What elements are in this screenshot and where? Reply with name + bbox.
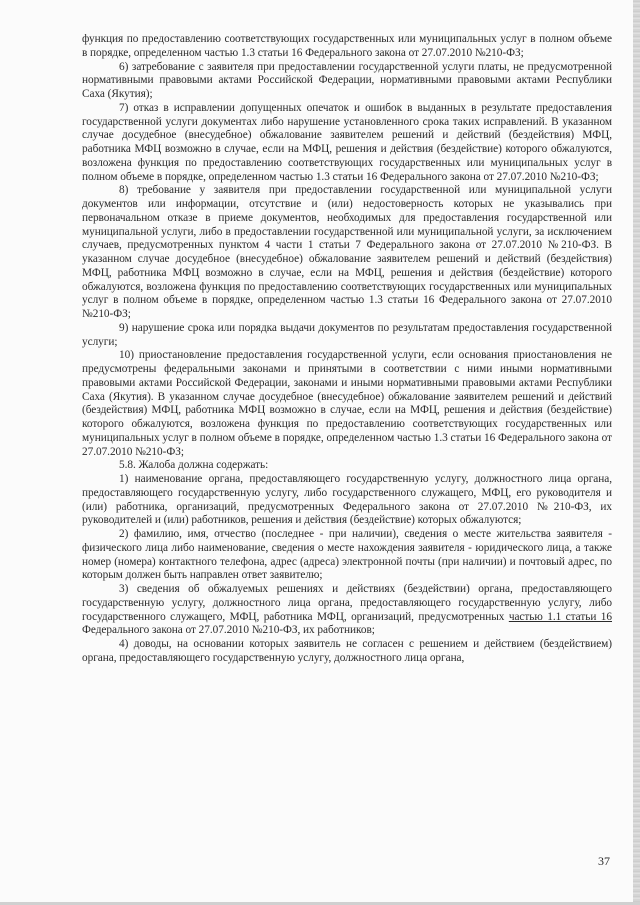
paragraph-item-8: 8) требование у заявителя при предоставлении государственной или муниципальной услуги документов или информации, отсутствие и (или) недостоверность которых не указывались при первоначальном отказе в приеме документов, необходимых для предоставления государственной или муниципальной услуги, либо в предоставлении государственной или муниципальной услуги, за исключением случаев, предусмотренных пунктом 4 части 1 статьи 7 Федерального закона от 27.07.2010 №210-ФЗ. В указанном случае досудебное (внесудебное) обжалование заявителем решений и действий (бездействия) МФЦ, работника МФЦ возможно в случае, если на МФЦ, решения и действия (бездействие) которого обжалуются, возложена функция по предоставлению соответствующих государственных или муниципальных услуг в полном объеме в порядке, определенном частью 1.3 статьи 16 Федерального закона от 27.07.2010 №210-ФЗ; <box>82 184 612 320</box>
item-3-underlined-reference: частью 1.1 статьи 16 <box>508 610 612 623</box>
paragraph-5-8-item-4: 4) доводы, на основании которых заявитель не согласен с решением и действием (бездействием) органа, предоставляющего государственную услугу, должностного лица органа, <box>82 638 612 664</box>
paragraph-item-10: 10) приостановление предоставления государственной услуги, если основания приостановления не предусмотрены федеральными законами и принятыми в соответствии с ними иными нормативными правовыми актами Российской Федерации, законами и иными нормативными правовыми актами Республики Саха (Якутия). В указанном случае досудебное (внесудебное) обжалование заявителем решений и действий (бездействия) МФЦ, работника МФЦ возможно в случае, если на МФЦ, решения и действия (бездействие) которого обжалуются, возложена функция по предоставлению соответствующих государственных или муниципальных услуг в полном объеме в порядке, определенном частью 1.3 статьи 16 Федерального закона от 27.07.2010 №210-ФЗ; <box>82 349 612 458</box>
section-heading-5-8: 5.8. Жалоба должна содержать: <box>119 459 269 472</box>
document-body <box>82 33 612 666</box>
page-number: 37 <box>598 854 610 868</box>
paragraph-5-8-item-2: 2) фамилию, имя, отчество (последнее - при наличии), сведения о месте жительства заявителя - физического лица либо наименование, сведения о месте нахождения заявителя - юридического лица, а также номер (номера) контактного телефона, адрес (адреса) электронной почты (при наличии) и почтовый адрес, по которым должен быть направлен ответ заявителю; <box>82 528 612 582</box>
paragraph-item-9: 9) нарушение срока или порядка выдачи документов по результатам предоставления государственной услуги; <box>82 321 612 348</box>
paragraph-5-8-item-1: 1) наименование органа, предоставляющего государственную услугу, должностного лица органа, предоставляющего государственную услугу, либо государственного служащего, МФЦ, его руководителя и (или) работника, организаций, предусмотренных Федерального закона от 27.07.2010 №210-ФЗ, их руководителей и (или) работников, решения и действия (бездействие) которых обжалуются; <box>82 473 612 527</box>
item-3-text-before: 3) сведения об обжалуемых решениях и действиях (бездействии) органа, предоставляющего государственную услугу, должностного лица органа, предоставляющего государственную услугу, либо государственного служащего, МФЦ, работника МФЦ, организаций, предусмотренных <box>82 583 612 623</box>
item-3-text-after: Федерального закона от 27.07.2010 №210-ФЗ, их работников; <box>82 624 375 637</box>
paragraph-item-7: 7) отказ в исправлении допущенных опечаток и ошибок в выданных в результате предоставления государственной услуги документах либо нарушение установленного срока таких исправлений. В указанном случае досудебное (внесудебное) обжалование заявителем решений и действий (бездействия) МФЦ, работника МФЦ возможно в случае, если на МФЦ, решения и действия (бездействие) которого обжалуются, возложена функция по предоставлению соответствующих государственных или муниципальных услуг в полном объеме в порядке, определенном частью 1.3 статьи 16 Федерального закона от 27.07.2010 №210-ФЗ; <box>82 101 612 183</box>
scan-edge-right <box>633 0 640 905</box>
paragraph-item-6: 6) затребование с заявителя при предоставлении государственной услуги платы, не предусмотренной нормативными правовыми актами Российской Федерации, нормативными правовыми актами Республики Саха (Якутия); <box>82 60 612 100</box>
paragraph-5-8-item-3 <box>82 583 612 638</box>
paragraph-intro: функция по предоставлению соответствующих государственных или муниципальных услуг в полном объеме в порядке, определенном частью 1.3 статьи 16 Федерального закона от 27.07.2010 №210-ФЗ; <box>82 33 612 59</box>
